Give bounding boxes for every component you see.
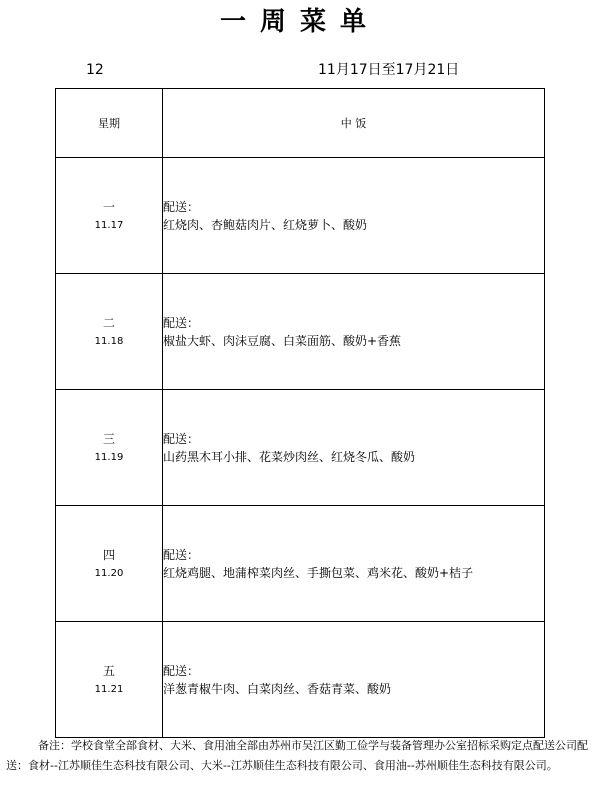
day-cell (56, 158, 163, 274)
meal-items: 红烧鸡腿、地蒲榨菜肉丝、手撕包菜、鸡米花、酸奶+桔子 (163, 565, 474, 580)
day-name: 三 (102, 431, 115, 446)
delivery-label: 配送： (163, 315, 200, 330)
table-row (56, 158, 545, 274)
table-row (56, 622, 545, 738)
day-date: 11.18 (94, 335, 124, 347)
meal-items: 红烧肉、杏鲍菇肉片、红烧萝卜、酸奶 (163, 217, 368, 232)
delivery-label: 配送： (163, 547, 200, 562)
day-date: 11.19 (94, 451, 124, 463)
table-row (56, 390, 545, 506)
meal-items: 山药黑木耳小排、花菜炒肉丝、红烧冬瓜、酸奶 (163, 449, 416, 464)
date-range: 11月17日至17月21日 (318, 62, 460, 78)
menu-table (55, 88, 545, 738)
week-number: 12 (86, 62, 104, 78)
day-cell (56, 274, 163, 390)
day-name: 二 (102, 315, 115, 330)
day-name: 一 (102, 199, 115, 214)
table-header-row (56, 89, 545, 158)
table-row (56, 274, 545, 390)
page-title: 一周菜单 (219, 7, 380, 37)
meal-cell (163, 274, 545, 390)
meal-items: 洋葱青椒牛肉、白菜肉丝、香菇青菜、酸奶 (163, 681, 392, 696)
meal-cell (163, 506, 545, 622)
meal-cell (163, 622, 545, 738)
meal-cell (163, 390, 545, 506)
delivery-label: 配送： (163, 199, 200, 214)
header-lunch: 中 饭 (163, 89, 545, 158)
day-date: 11.21 (94, 683, 124, 695)
day-name: 四 (102, 547, 115, 562)
day-cell (56, 506, 163, 622)
meal-cell (163, 158, 545, 274)
day-date: 11.17 (94, 219, 124, 231)
table-row (56, 506, 545, 622)
footnote: 备注：学校食堂全部食材、大米、食用油全部由苏州市吴江区勤工俭学与装备管理办公室招标采购定点配送公司配送：食材--江苏顺佳生态科技有限公司、大米--江苏顺佳生态科技有限公司、食用油--苏州顺佳生态科技有限公司。 (6, 739, 588, 772)
day-date: 11.20 (94, 567, 124, 579)
header-day: 星期 (56, 89, 163, 158)
day-cell (56, 390, 163, 506)
delivery-label: 配送： (163, 663, 200, 678)
delivery-label: 配送： (163, 431, 200, 446)
meal-items: 椒盐大虾、肉沫豆腐、白菜面筋、酸奶+香蕉 (163, 333, 402, 348)
day-name: 五 (102, 663, 115, 678)
day-cell (56, 622, 163, 738)
